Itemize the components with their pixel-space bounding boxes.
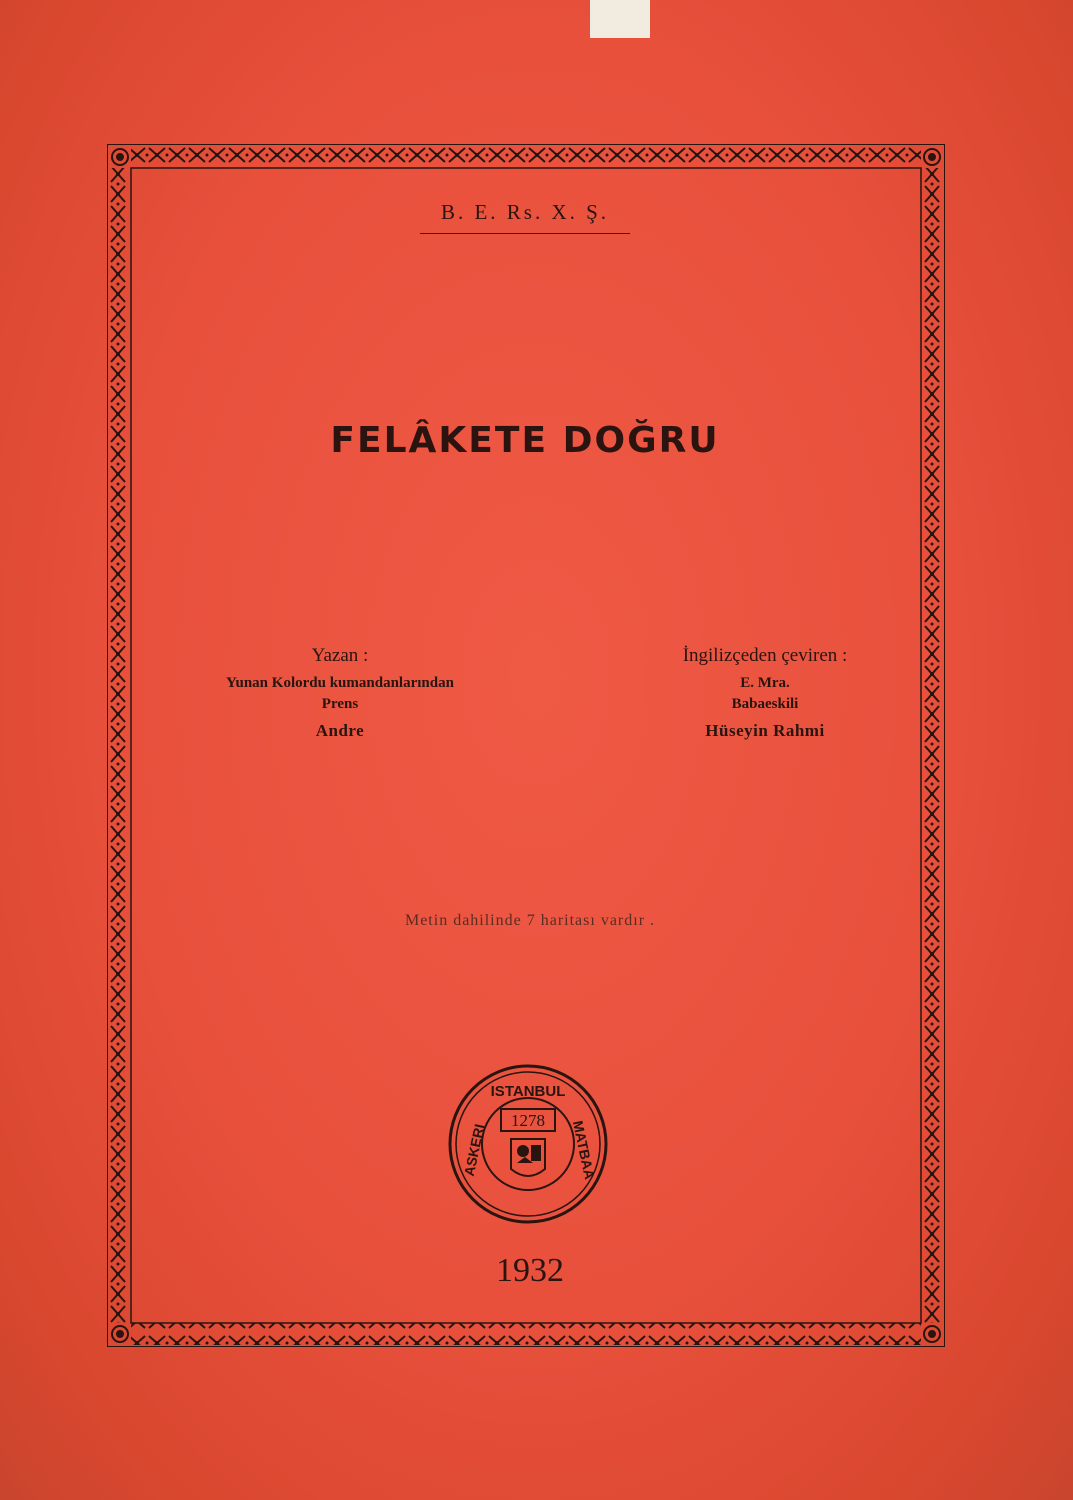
translator-name: Hüseyin Rahmi (705, 721, 825, 740)
translator-line1: E. Mra. (740, 675, 790, 691)
author-line1: Yunan Kolordu kumandanlarından (226, 675, 454, 691)
series-code: B. E. Rs. X. Ş. (420, 200, 630, 234)
author-name: Andre (315, 721, 365, 740)
seal-right-text: MATBAA (569, 1119, 598, 1181)
author-line2: Prens (321, 696, 359, 712)
publication-year: 1932 (496, 1252, 564, 1289)
translator-block (590, 645, 940, 741)
book-title: FELÂKETE DOĞRU (330, 420, 720, 461)
printer-seal-icon (447, 1063, 609, 1225)
seal-number: 1278 (511, 1111, 545, 1130)
author-block (150, 645, 530, 741)
seal-top-text: ISTANBUL (490, 1083, 566, 1100)
seal-left-text: ASKERI (460, 1122, 488, 1178)
translator-role: İngilizçeden çeviren : (682, 645, 848, 666)
translator-line2: Babaeskili (731, 696, 799, 712)
author-role: Yazan : (311, 645, 369, 666)
torn-edge (590, 0, 650, 38)
maps-note: Metin dahilinde 7 haritası vardır . (404, 912, 656, 929)
